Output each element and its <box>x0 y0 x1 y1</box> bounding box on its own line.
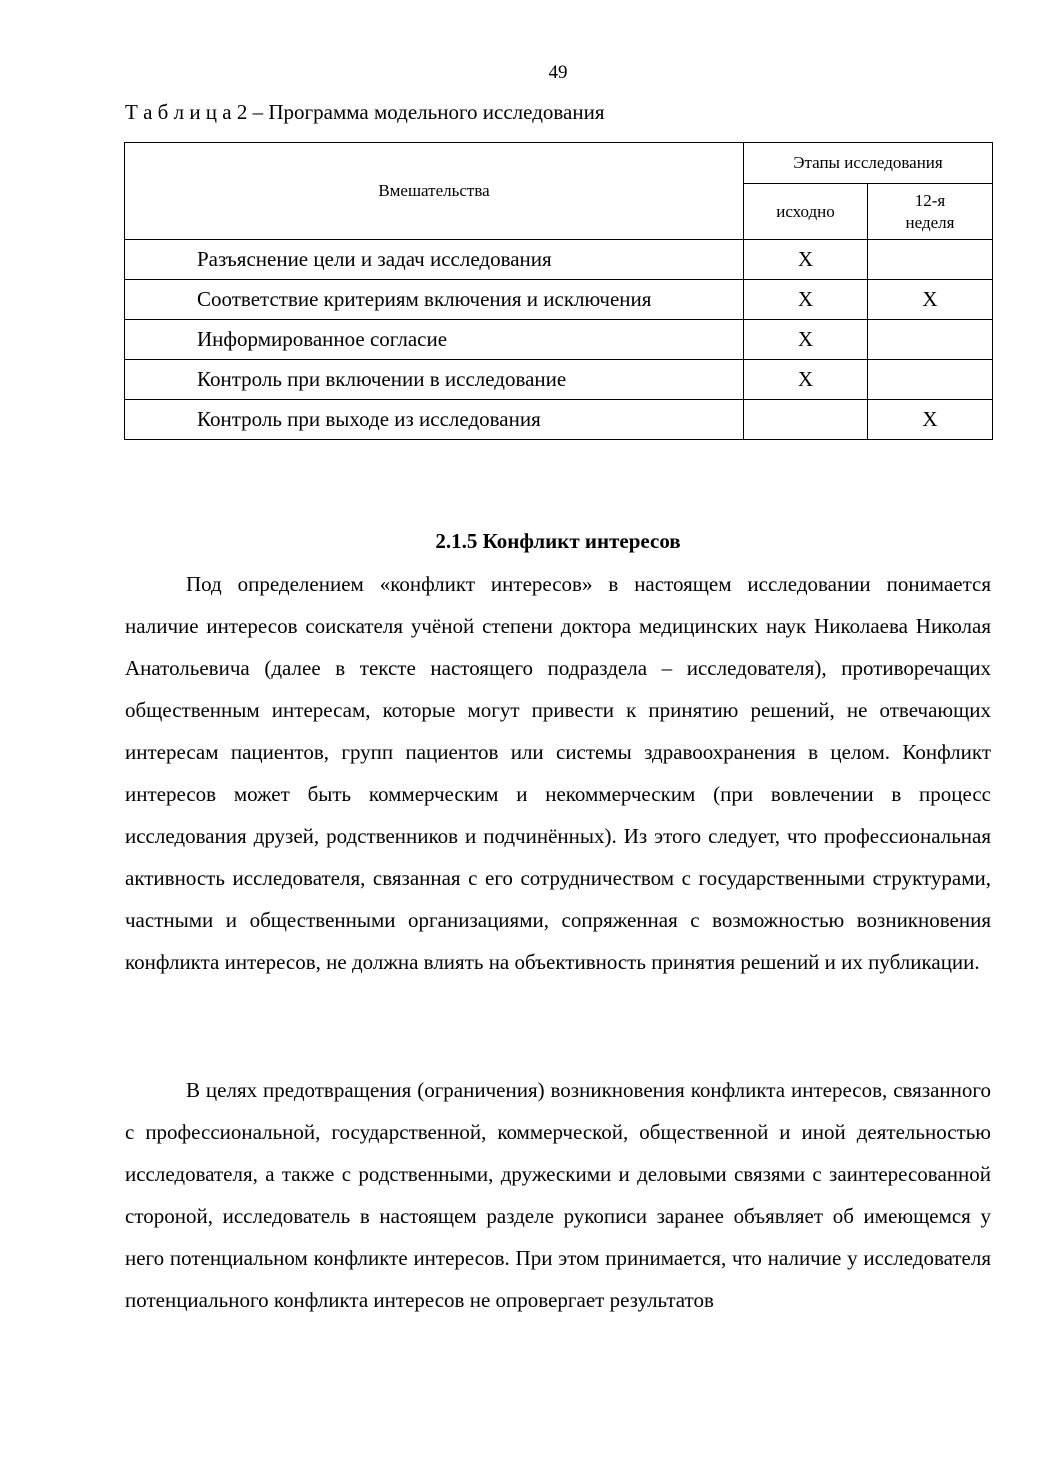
row-label: Разъяснение цели и задач исследования <box>125 240 744 280</box>
header-study-stages: Этапы исследования <box>744 143 993 184</box>
row-baseline-mark <box>744 400 868 440</box>
row-week12-mark: X <box>868 400 993 440</box>
row-baseline-mark: X <box>744 320 868 360</box>
row-label: Контроль при включении в исследование <box>125 360 744 400</box>
row-baseline-mark: X <box>744 280 868 320</box>
header-week12-line2: неделя <box>905 212 955 232</box>
table-row <box>125 280 993 320</box>
row-week12-mark <box>868 240 993 280</box>
row-baseline-mark: X <box>744 240 868 280</box>
body-paragraph: В целях предотвращения (ограничения) возникновения конфликта интересов, связанного с профессиональной, государственной, коммерческой, общественной и иной деятельностью исследователя, а также с родственными, дружескими и деловыми связями с заинтересованной стороной, исследователь в настоящем разделе рукописи заранее объявляет об имеющемся у него потенциальном конфликте интересов. При этом принимается, что наличие у исследователя потенциального конфликта интересов не опровергает результатов <box>125 1078 991 1312</box>
page-number: 49 <box>548 62 568 83</box>
row-label: Информированное согласие <box>125 320 744 360</box>
body-paragraph: Под определением «конфликт интересов» в настоящем исследовании понимается наличие интересов соискателя учёной степени доктора медицинских наук Николаева Николая Анатольевича (далее в тексте настоящего подраздела – исследователя), противоречащих общественным интересам, которые могут привести к принятию решений, не отвечающих интересам пациентов, групп пациентов или системы здравоохранения в целом. Конфликт интересов может быть коммерческим и некоммерческим (при вовлечении в процесс исследования друзей, родственников и подчинённых). Из этого следует, что профессиональная активность исследователя, связанная с его сотрудничеством с государственными структурами, частными и общественными организациями, сопряженная с возможностью возникновения конфликта интересов, не должна влиять на объективность принятия решений и их публикации. <box>125 572 991 974</box>
table-row <box>125 320 993 360</box>
row-week12-mark <box>868 320 993 360</box>
row-baseline-mark: X <box>744 360 868 400</box>
table-row <box>125 360 993 400</box>
row-label: Контроль при выходе из исследования <box>125 400 744 440</box>
row-week12-mark <box>868 360 993 400</box>
study-program-table <box>124 142 993 440</box>
header-week12-line1: 12-я <box>914 190 946 210</box>
header-baseline: исходно <box>744 184 868 240</box>
table-caption: Т а б л и ц а 2 – Программа модельного исследования <box>125 100 605 124</box>
row-week12-mark: X <box>868 280 993 320</box>
table-row <box>125 240 993 280</box>
row-label: Соответствие критериям включения и исключения <box>125 280 744 320</box>
table-row <box>125 400 993 440</box>
header-week12 <box>868 184 993 240</box>
header-interventions: Вмешательства <box>125 143 744 240</box>
section-heading: 2.1.5 Конфликт интересов <box>435 529 681 553</box>
